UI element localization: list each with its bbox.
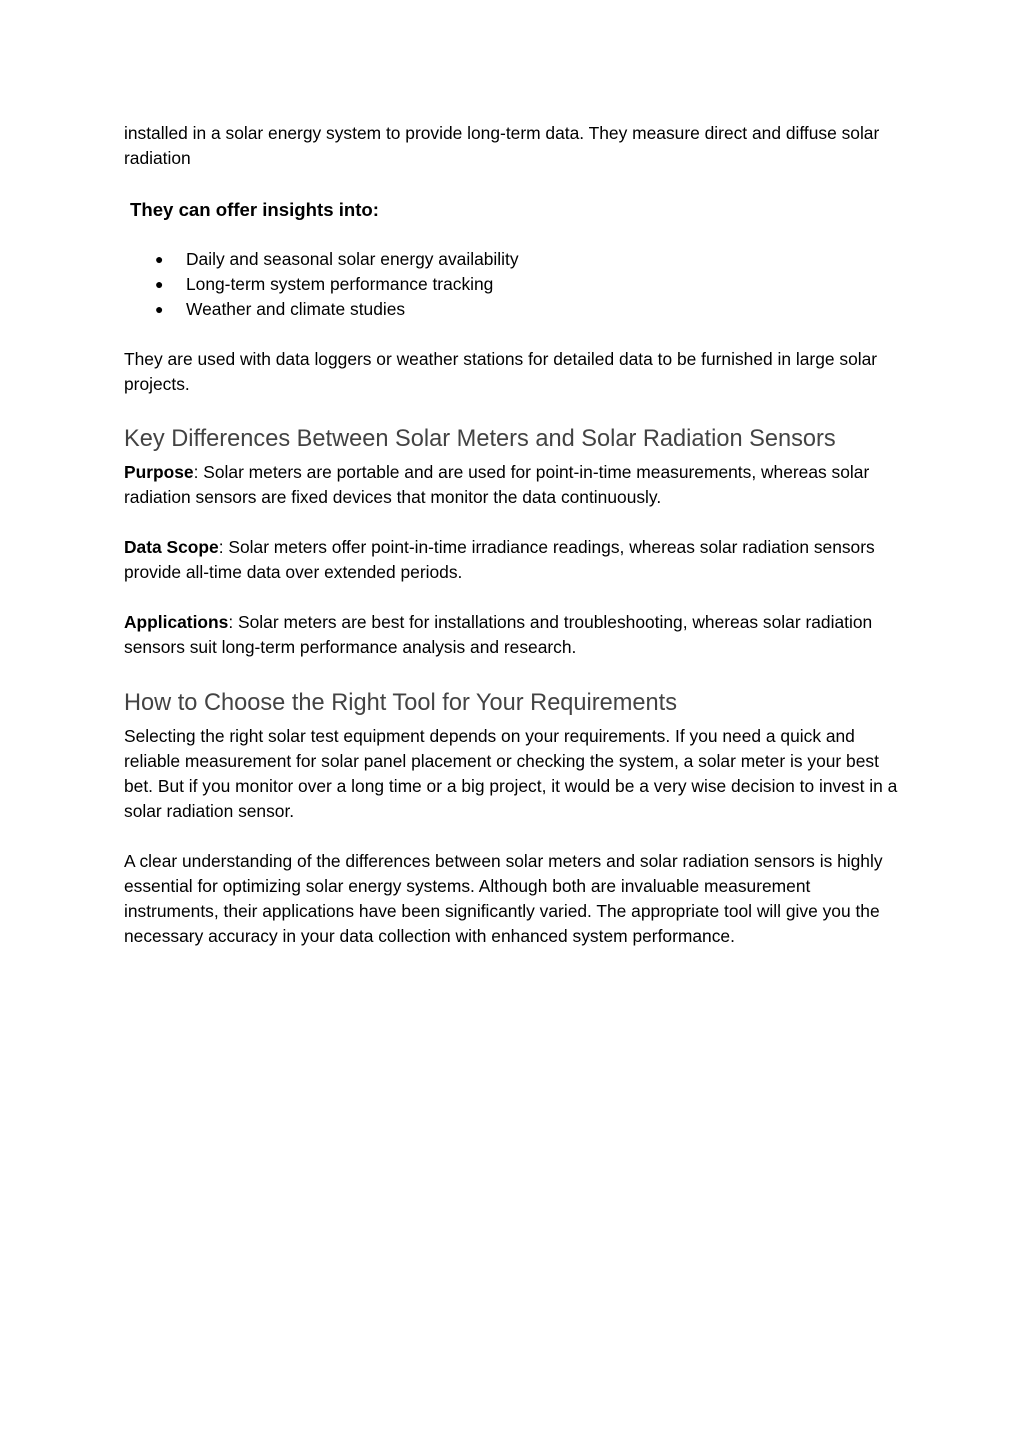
difference-text: : Solar meters are portable and are used for point-in-time measurements, whereas solar radiation sensors are fixed devices that monitor the data continuously. (124, 462, 870, 507)
list-item (124, 297, 904, 322)
list-item-text: Daily and seasonal solar energy availability (186, 249, 519, 269)
list-item-text: Weather and climate studies (186, 299, 406, 319)
spacer (124, 224, 904, 247)
spacer (124, 585, 904, 610)
difference-data-scope (124, 535, 904, 585)
choose-paragraph-2: A clear understanding of the differences between solar meters and solar radiation sensors is highly essential for optimizing solar energy systems. Although both are invaluable measurement instruments, their applications have been significantly varied. The appropriate tool will give you the necessary accuracy in your data collection with enhanced system performance. (124, 851, 883, 946)
list-item (124, 272, 904, 297)
intro-paragraph: installed in a solar energy system to provide long-term data. They measure direct and diffuse solar radiation (124, 123, 880, 168)
difference-term: Purpose (124, 462, 194, 482)
list-item-text: Long-term system performance tracking (186, 274, 494, 294)
choose-heading: How to Choose the Right Tool for Your Requirements (124, 690, 678, 716)
difference-text: : Solar meters are best for installations and troubleshooting, whereas solar radiation sensors suit long-term performance analysis and research. (124, 612, 873, 657)
list-item (124, 247, 904, 272)
choose-paragraph-1: Selecting the right solar test equipment depends on your requirements. If you need a quick and reliable measurement for solar panel placement or checking the system, a solar meter is your best bet. But if you monitor over a long time or a big project, it would be a very wise decision to invest in a solar radiation sensor. (124, 726, 898, 821)
insights-heading: They can offer insights into: (130, 199, 379, 220)
bullet-icon: ● (155, 251, 164, 267)
difference-applications (124, 610, 904, 660)
spacer (124, 824, 904, 849)
document-page (124, 121, 904, 949)
difference-text: : Solar meters offer point-in-time irradiance readings, whereas solar radiation sensors provide all-time data over extended periods. (124, 537, 875, 582)
spacer (124, 510, 904, 535)
differences-heading: Key Differences Between Solar Meters and Solar Radiation Sensors (124, 426, 836, 452)
difference-term: Data Scope (124, 537, 219, 557)
bullet-icon: ● (155, 276, 164, 292)
spacer (124, 171, 904, 196)
spacer (124, 397, 904, 424)
spacer (124, 660, 904, 688)
usage-paragraph: They are used with data loggers or weather stations for detailed data to be furnished in large solar projects. (124, 349, 878, 394)
bullet-icon: ● (155, 301, 164, 317)
spacer (124, 322, 904, 347)
insights-list (124, 247, 904, 322)
difference-purpose (124, 460, 904, 510)
difference-term: Applications (124, 612, 229, 632)
